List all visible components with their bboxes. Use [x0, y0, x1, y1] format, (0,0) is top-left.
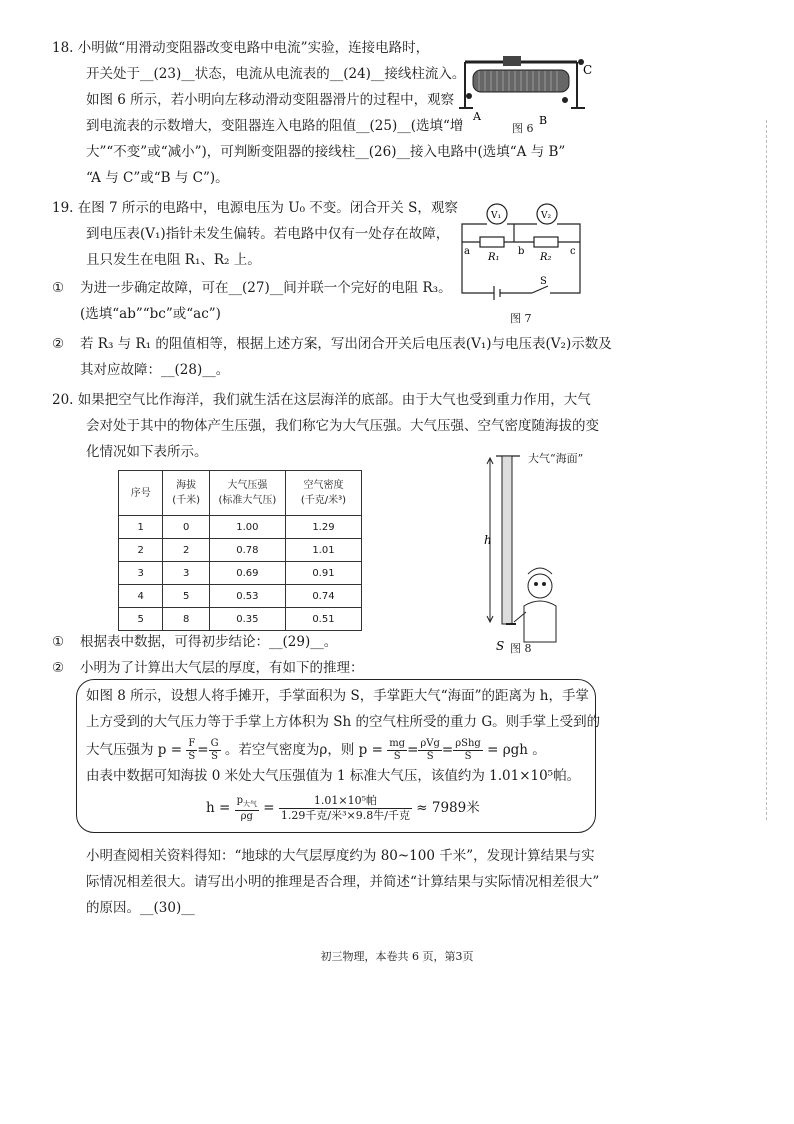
table-cell: 0.35 [209, 608, 285, 631]
box-line1: 如图 8 所示，设想人将手摊开，手掌面积为 S，手掌距大气“海面”的距离为 h，手掌 [86, 688, 589, 704]
box-line3-start: 大气压强为 p = [86, 742, 183, 758]
table-cell: 5 [119, 608, 163, 631]
q19-line1: 19. 在图 7 所示的电路中，电源电压为 U₀ 不变。闭合开关 S，观察 [52, 200, 458, 216]
q20-tail3: 的原因。__(30)__ [86, 900, 195, 916]
table-cell: 2 [163, 539, 209, 562]
q18-line5: 大”“不变”或“减小”)，可判断变阻器的接线柱__(26)__接入电路中(选填“A 与 B” [86, 144, 566, 160]
g-over-s-fraction: $\frac{G}{S}$ [210, 738, 219, 762]
q19-line3: 且只发生在电阻 R₁、R₂ 上。 [86, 252, 261, 268]
binding-edge-line [766, 120, 768, 820]
q19-sub1-line2: (选填“ab”“bc”或“ac”) [80, 306, 221, 322]
fig7-caption: 图 7 [510, 312, 532, 325]
table-cell: 0.78 [209, 539, 285, 562]
node-c-label: c [570, 246, 576, 257]
q20-line1: 20. 如果把空气比作海洋，我们就生活在这层海洋的底部。由于大气也受到重力作用，大气 [52, 392, 591, 408]
node-a-label: a [464, 246, 470, 257]
table-cell: 0.53 [209, 585, 285, 608]
formula-denominator: 1.29千克/米³×9.8牛/千克 [280, 809, 410, 822]
terminal-a-label: A [473, 110, 481, 123]
box-line3-end: = ρgh 。 [487, 742, 546, 758]
table-header-cell: 海拔 (千米) [163, 471, 209, 516]
fig6-caption: 图 6 [512, 122, 534, 135]
mg-over-s-fraction: $\frac{mg}{S}$ [389, 738, 406, 762]
formula-result: ≈ 7989米 [416, 800, 480, 816]
rhovg-over-s-fraction: $\frac{\text{ρVg}}{S}$ [420, 738, 440, 762]
q20-tail1: 小明查阅相关资料得知：“地球的大气层厚度约为 80~100 千米”，发现计算结果与实 [86, 848, 595, 864]
air-column-figure [470, 446, 590, 656]
terminal-b-label: B [539, 114, 548, 127]
q19-sub2-number: ② [52, 336, 65, 352]
q20-tail2: 际情况相差很大。请写出小明的推理是否合理，并简述“计算结果与实际情况相差很大” [86, 874, 600, 890]
table-header-cell: 序号 [119, 471, 163, 516]
node-b-label: b [518, 246, 525, 257]
numeric-fraction [279, 794, 412, 823]
box-formula: h = $\frac{p_{大气}}{\rho g}$ = $\frac{\text{1.01×10⁵帕}}{\text{1.29千克/米³×9.8牛/千克}}$ ≈ 7989米 [206, 794, 480, 822]
table-cell: 1.29 [285, 516, 361, 539]
table-cell: 0.51 [285, 608, 361, 631]
q20-line3: 化情况如下表所示。 [86, 444, 208, 460]
table-cell: 3 [163, 562, 209, 585]
q18-line4: 到电流表的示数增大，变阻器连入电路的阻值__(25)__(选填“增 [86, 118, 464, 134]
area-s-label: S [496, 639, 505, 653]
terminal-c-label: C [583, 63, 593, 77]
fig8-caption: 图 8 [510, 642, 532, 655]
table-cell: 5 [163, 585, 209, 608]
switch-s-label: S [540, 276, 547, 287]
sea-surface-label: 大气“海面” [528, 452, 584, 465]
q20-sub1-number: ① [52, 634, 65, 650]
f-over-s-fraction: $\frac{F}{S}$ [188, 738, 196, 762]
table-row [119, 562, 362, 585]
table-cell: 1 [119, 516, 163, 539]
table-cell: 0 [163, 516, 209, 539]
table-header-cell: 大气压强 (标准大气压) [209, 471, 285, 516]
q18-line6: “A 与 C”或“B 与 C”)。 [86, 170, 229, 186]
page-footer: 初三物理，本卷共 6 页，第3页 [320, 950, 474, 963]
box-line3: 大气压强为 p = $\frac{F}{S}$ = $\frac{G}{S}$ 。若空气密度为ρ，则 p = $\frac{mg}{S}$ = $\frac{\text{ρVg}}{S}$ = $\frac{\text{ρShg}}{S}$ = ρgh 。 [86, 738, 546, 762]
table-cell: 1.00 [209, 516, 285, 539]
formula-numerator: 1.01×10⁵帕 [279, 794, 412, 809]
q20-line2: 会对处于其中的物体产生压强，我们称它为大气压强。大气压强、空气密度随海拔的变 [86, 418, 599, 434]
table-cell: 1.01 [285, 539, 361, 562]
height-h-label: h [484, 533, 492, 547]
table-cell: 8 [163, 608, 209, 631]
table-row [119, 539, 362, 562]
table-row [119, 585, 362, 608]
resistor-r1-label: R₁ [488, 252, 500, 263]
box-line4: 由表中数据可知海拔 0 米处大气压强值为 1 标准大气压，该值约为 1.01×10⁵帕。 [86, 768, 581, 784]
table-cell: 4 [119, 585, 163, 608]
table-cell: 0.69 [209, 562, 285, 585]
q19-line2: 到电压表(V₁)指针未发生偏转。若电路中仅有一处存在故障， [86, 226, 450, 242]
box-line2: 上方受到的大气压力等于手掌上方体积为 Sh 的空气柱所受的重力 G。则手掌上受到的 [86, 714, 601, 730]
q19-sub2-line1: 若 R₃ 与 R₁ 的阻值相等，根据上述方案，写出闭合开关后电压表(V₁)与电压表(V₂)示数及 [80, 336, 612, 352]
q20-sub1: 根据表中数据，可得初步结论：__(29)__。 [80, 634, 338, 650]
altitude-pressure-table [118, 470, 362, 631]
table-cell: 0.74 [285, 585, 361, 608]
q18-line3: 如图 6 所示，若小明向左移动滑动变阻器滑片的过程中，观察 [86, 92, 455, 108]
q19-sub1-line1: 为进一步确定故障，可在__(27)__间并联一个完好的电阻 R₃。 [80, 280, 452, 296]
resistor-r2-label: R₂ [540, 252, 552, 263]
table-cell: 0.91 [285, 562, 361, 585]
table-row [119, 516, 362, 539]
q20-sub2: 小明为了计算出大气层的厚度，有如下的推理： [80, 660, 364, 676]
p-over-rhog-fraction: $\frac{p_{大气}}{\rho g}$ [236, 794, 258, 822]
table-header-row [119, 471, 362, 516]
q18-line1: 18. 小明做“用滑动变阻器改变电路中电流”实验，连接电路时， [52, 40, 430, 56]
box-formula-lhs: h = [206, 800, 231, 816]
voltmeter-v2-label: V₂ [541, 211, 552, 221]
q20-sub2-number: ② [52, 660, 65, 676]
q19-sub2-line2: 其对应故障：__(28)__。 [80, 362, 230, 378]
table-header-cell: 空气密度 (千克/米³) [285, 471, 361, 516]
q19-sub1-number: ① [52, 280, 65, 296]
voltmeter-v1-label: V₁ [491, 211, 502, 221]
table-cell: 2 [119, 539, 163, 562]
rhoshg-over-s-fraction: $\frac{\text{ρShg}}{S}$ [455, 738, 481, 762]
table-row [119, 608, 362, 631]
box-line3-middle: 。若空气密度为ρ，则 p = [224, 742, 383, 758]
q18-line2: 开关处于__(23)__状态，电流从电流表的__(24)__接线柱流入。 [86, 66, 466, 82]
circuit-figure [452, 198, 592, 310]
table-cell: 3 [119, 562, 163, 585]
